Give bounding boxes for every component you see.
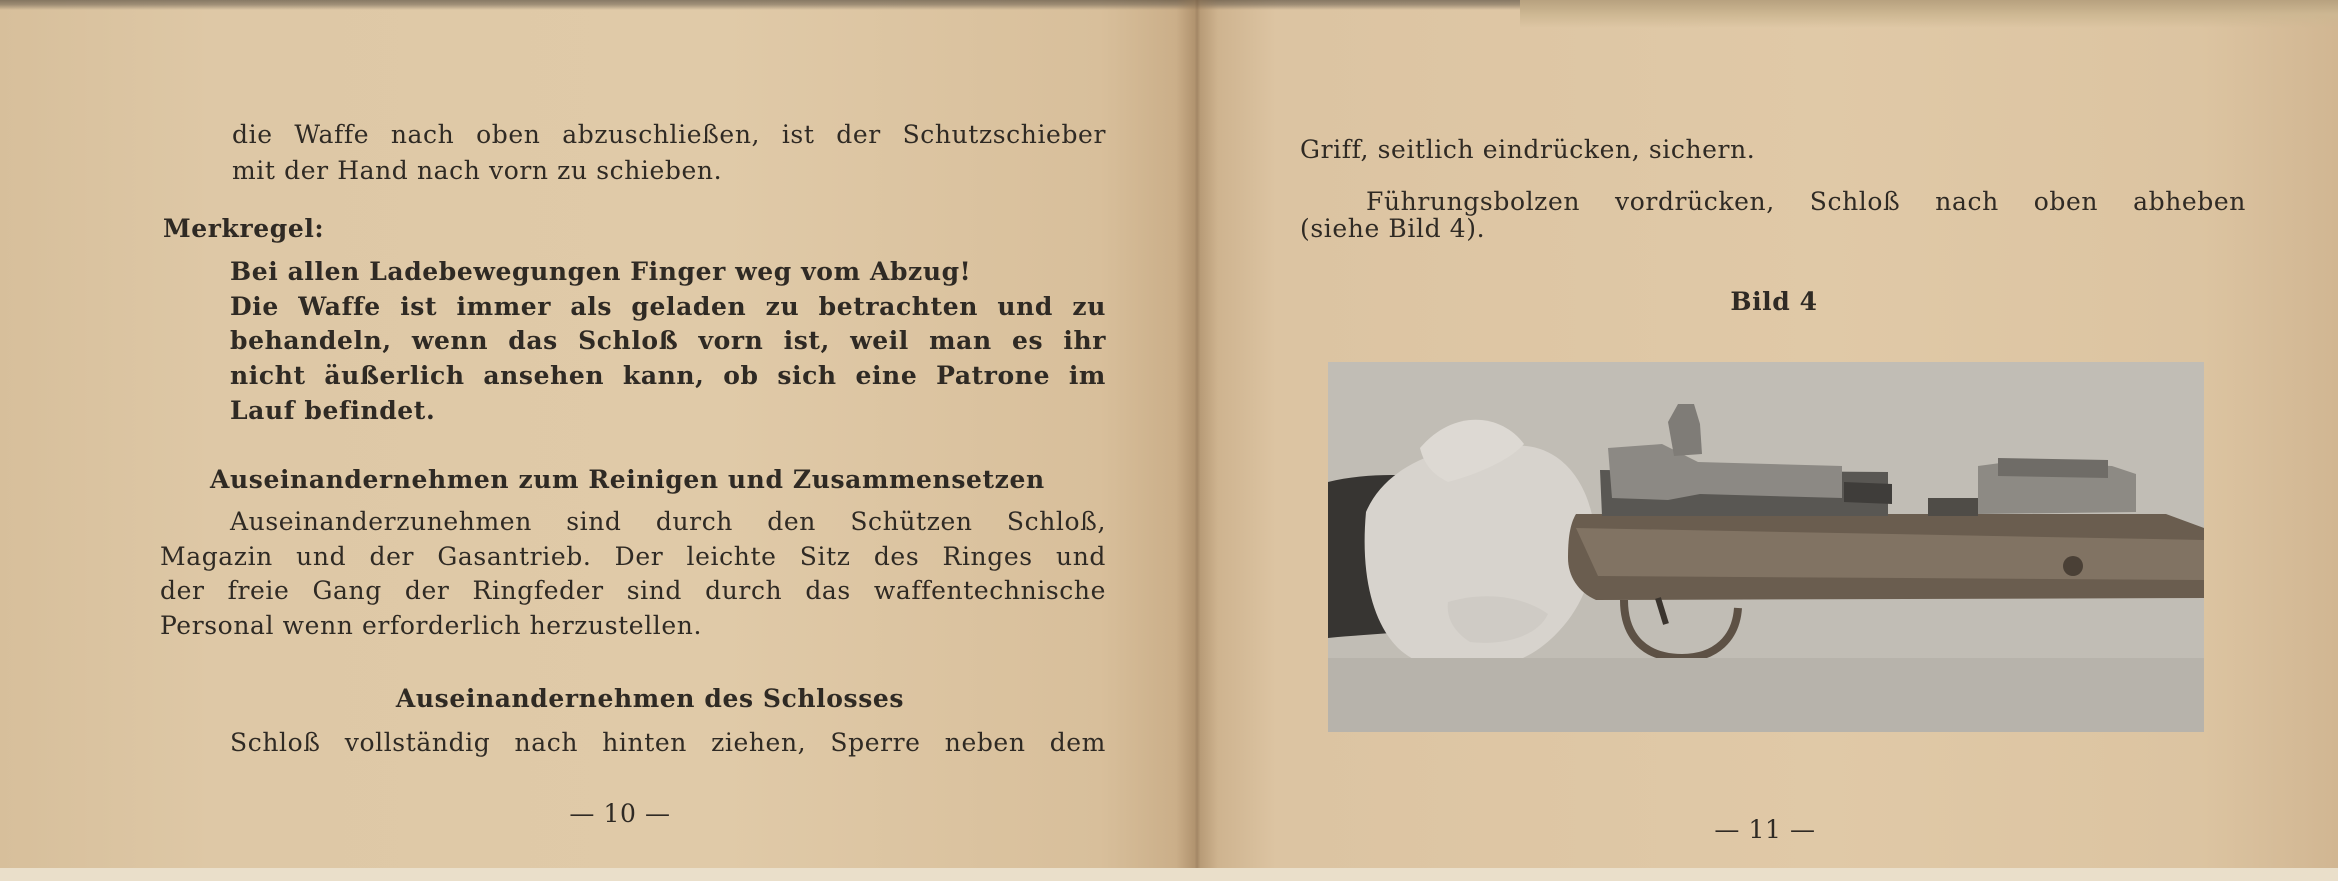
left-para1-line2: mit der Hand nach vorn zu schieben.	[232, 156, 723, 185]
rule-line4: nicht äußerlich ansehen kann, ob sich eine Patrone im	[230, 361, 1106, 390]
right-line2: Führungsbolzen vordrücken, Schloß nach oben abheben	[1366, 187, 2246, 216]
rule-line5: Lauf befindet.	[230, 396, 436, 425]
rifle-photo	[1328, 362, 2204, 732]
figure-caption: Bild 4	[1730, 287, 1818, 316]
rule-line1: Bei allen Ladebewegungen Finger weg vom Abzug!	[230, 257, 972, 286]
right-line3: (siehe Bild 4).	[1300, 214, 1486, 243]
rule-line3: behandeln, wenn das Schloß vorn ist, weil man es ihr	[230, 326, 1106, 355]
section1-line2: Magazin und der Gasantrieb. Der leichte Sitz des Ringes und	[160, 542, 1106, 571]
section2-heading: Auseinandernehmen des Schlosses	[395, 684, 905, 713]
rifle-illustration	[1328, 362, 2204, 732]
section1-line1: Auseinanderzunehmen sind durch den Schützen Schloß,	[230, 507, 1106, 536]
right-line1: Griff, seitlich eindrücken, sichern.	[1300, 135, 1756, 164]
left-page-number: — 10 —	[569, 799, 671, 828]
top-edge-paper	[1520, 0, 2338, 28]
section1-line3: der freie Gang der Ringfeder sind durch das waffentechnische	[160, 576, 1106, 605]
section1-line4: Personal wenn erforderlich herzustellen.	[160, 611, 703, 640]
left-para1-line1: die Waffe nach oben abzuschließen, ist der Schutzschieber	[232, 120, 1106, 149]
book-spine	[1176, 0, 1218, 881]
bottom-edge	[0, 868, 2338, 881]
section1-heading: Auseinandernehmen zum Reinigen und Zusammensetzen	[210, 465, 1045, 494]
section2-line1: Schloß vollständig nach hinten ziehen, Sperre neben dem	[230, 728, 1106, 757]
right-page-number: — 11 —	[1714, 815, 1816, 844]
rule-line2: Die Waffe ist immer als geladen zu betrachten und zu	[230, 292, 1106, 321]
rule-heading: Merkregel:	[163, 214, 325, 243]
